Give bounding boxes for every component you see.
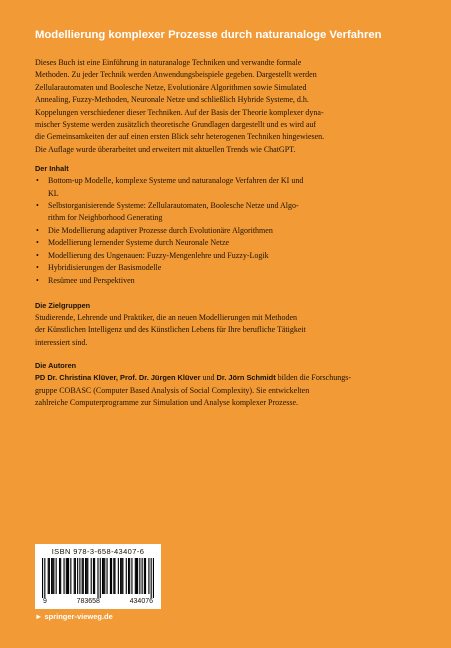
barcode-digit-group: 783658 xyxy=(76,598,100,605)
barcode-bar xyxy=(49,558,50,594)
list-item xyxy=(35,250,419,262)
barcode-digits xyxy=(41,598,155,606)
barcode-bar xyxy=(52,558,53,594)
barcode-bar xyxy=(91,558,92,594)
barcode-bar xyxy=(126,558,127,594)
barcode-bar xyxy=(118,558,119,594)
intro-line: Die Auflage wurde überarbeitet und erweitert mit aktuellen Trends wie ChatGPT. xyxy=(35,144,296,154)
isbn-barcode xyxy=(35,544,161,609)
list-item-text: Hybridisierungen der Basismodelle xyxy=(48,263,162,273)
audience-line: der Künstlichen Intelligenz und des Künstlichen Lebens für Ihre berufliche Tätigkeit xyxy=(35,325,306,335)
barcode-bar xyxy=(94,558,95,594)
list-item-text: Selbstorganisierende Systeme: Zellularautomaten, Boolesche Netze und Algo- xyxy=(48,201,299,211)
barcode-bar xyxy=(53,558,54,594)
barcode-bar xyxy=(103,558,104,594)
barcode-bar xyxy=(136,558,137,594)
barcode-bar xyxy=(148,558,149,594)
intro-line: die Gemeinsamkeiten der auf einen ersten Blick sehr heterogenen Techniken hingewiesen. xyxy=(35,132,325,142)
barcode-bar xyxy=(121,558,122,594)
list-item xyxy=(35,225,419,237)
barcode-bar xyxy=(56,558,57,594)
isbn-label: ISBN 978-3-658-43407-6 xyxy=(51,547,145,556)
arrow-right-icon: ► xyxy=(35,612,43,621)
author-conjunction: und xyxy=(200,373,217,383)
barcode-bar xyxy=(128,558,129,594)
list-item xyxy=(35,237,419,249)
barcode-bar xyxy=(129,558,130,594)
barcode-bar xyxy=(97,558,98,598)
barcode-bar xyxy=(137,558,138,594)
barcode-bar xyxy=(79,558,80,594)
bullet-icon: • xyxy=(36,225,39,235)
authors-line: zahlreiche Computerprogramme zur Simulation und Analyse komplexer Prozesse. xyxy=(35,397,299,407)
barcode-bar xyxy=(70,558,71,594)
barcode-bar xyxy=(153,558,154,598)
bullet-icon: • xyxy=(36,263,39,273)
barcode-bar xyxy=(106,558,107,594)
contents-list xyxy=(35,175,419,287)
list-item-text: Modellierung lernender Systeme durch Neuronale Netze xyxy=(48,238,230,248)
barcode-bar xyxy=(82,558,83,594)
barcode-bar xyxy=(122,558,123,594)
section-title-zielgruppen: Die Zielgruppen xyxy=(35,300,91,310)
list-item-text: Modellierung des Ungenauen: Fuzzy-Mengenlehre und Fuzzy-Logik xyxy=(48,250,269,260)
bullet-icon: • xyxy=(36,176,39,186)
barcode-bar xyxy=(51,558,52,594)
barcode-bar xyxy=(139,558,140,594)
section-title-inhalt: Der Inhalt xyxy=(35,164,69,174)
list-item xyxy=(35,175,419,200)
barcode-bar xyxy=(104,558,105,594)
list-item-text: Bottom-up Modelle, komplexe Systeme und naturanaloge Verfahren der KI und xyxy=(48,176,304,186)
barcode-bar xyxy=(113,558,114,594)
audience-line: interessiert sind. xyxy=(35,337,88,347)
bullet-icon: • xyxy=(36,238,39,248)
authors-paragraph xyxy=(35,372,419,409)
barcode-bar xyxy=(68,558,69,594)
barcode-bar xyxy=(151,558,152,598)
barcode-bar xyxy=(93,558,94,594)
barcode-bar xyxy=(145,558,146,594)
barcode-bar xyxy=(74,558,75,594)
barcode-digit-group: 434076 xyxy=(129,598,153,605)
barcode-bar xyxy=(59,558,60,594)
barcode-bar xyxy=(60,558,61,594)
barcode-bar xyxy=(86,558,87,594)
barcode-bar xyxy=(111,558,112,594)
headline: Modellierung komplexer Prozesse durch naturanaloge Verfahren xyxy=(35,29,382,41)
list-item-text: Resümee und Perspektiven xyxy=(48,275,135,285)
list-item-text: Die Modellierung adaptiver Prozesse durch Evolutionäre Algorithmen xyxy=(48,225,273,235)
intro-line: Koppelungen verschiedener dieser Techniken. Auf der Basis der Theorie komplexer dyna- xyxy=(35,107,324,117)
barcode-bar xyxy=(102,558,103,594)
audience-line: Studierende, Lehrende und Praktiker, die an neuen Modellierungen mit Methoden xyxy=(35,312,298,322)
list-item xyxy=(35,262,419,274)
authors-line: bilden die Forschungs- xyxy=(275,373,351,383)
author-names: PD Dr. Christina Klüver, Prof. Dr. Jürgen Klüver xyxy=(35,373,201,383)
bullet-icon: • xyxy=(36,275,39,285)
barcode-bar xyxy=(66,558,67,594)
bullet-icon: • xyxy=(36,250,39,260)
author-name: Dr. Jörn Schmidt xyxy=(216,373,276,383)
audience-paragraph xyxy=(35,312,419,349)
intro-line: Annealing, Fuzzy-Methoden, Neuronale Netze und schließlich Hybride Systeme, d.h. xyxy=(35,95,309,105)
list-item-text: rithm for Neighborhood Generating xyxy=(48,213,163,223)
publisher-url: springer-vieweg.de xyxy=(44,612,113,621)
intro-line: mischer Systeme werden zusätzlich theoretische Grundlagen dargestellt und es wird auf xyxy=(35,120,317,130)
barcode-digit-group: 9 xyxy=(43,598,47,605)
barcode-bar xyxy=(135,558,136,594)
intro-line: Dieses Buch ist eine Einführung in naturanaloge Techniken und verwandte formale xyxy=(35,58,302,67)
content xyxy=(35,57,419,409)
barcode-bar xyxy=(114,558,115,594)
barcode-bar xyxy=(87,558,88,594)
list-item xyxy=(35,200,419,225)
barcode-bar xyxy=(120,558,121,594)
barcode-bar xyxy=(83,558,84,594)
barcode-bar xyxy=(67,558,68,594)
list-item-text: KL xyxy=(48,188,59,198)
barcode-bar xyxy=(48,558,49,594)
barcode-bar xyxy=(42,558,43,598)
barcode-bar xyxy=(77,558,78,594)
barcode-bar xyxy=(44,558,45,598)
intro-paragraph xyxy=(35,57,419,156)
barcode-bar xyxy=(131,558,132,594)
barcode-bar xyxy=(63,558,64,594)
barcode-icon xyxy=(42,558,154,598)
barcode-bar xyxy=(75,558,76,594)
section-title-autoren: Die Autoren xyxy=(35,361,77,371)
intro-line: Methoden. Zu jeder Technik werden Anwendungsbeispiele gegeben. Dargestellt werden xyxy=(35,70,317,80)
bullet-icon: • xyxy=(36,201,39,211)
barcode-bar xyxy=(110,558,111,594)
barcode-bar xyxy=(144,558,145,594)
barcode-bar xyxy=(100,558,101,598)
publisher-link[interactable] xyxy=(35,612,113,621)
list-item xyxy=(35,275,419,287)
barcode-bar xyxy=(85,558,86,594)
barcode-bar xyxy=(142,558,143,594)
intro-line: Zellularautomaten und Boolesche Netze, Evolutionäre Algorithmen sowie Simulated xyxy=(35,82,307,92)
authors-line: gruppe COBASC (Computer Based Analysis of Social Complexity). Sie entwickelten xyxy=(35,385,310,395)
